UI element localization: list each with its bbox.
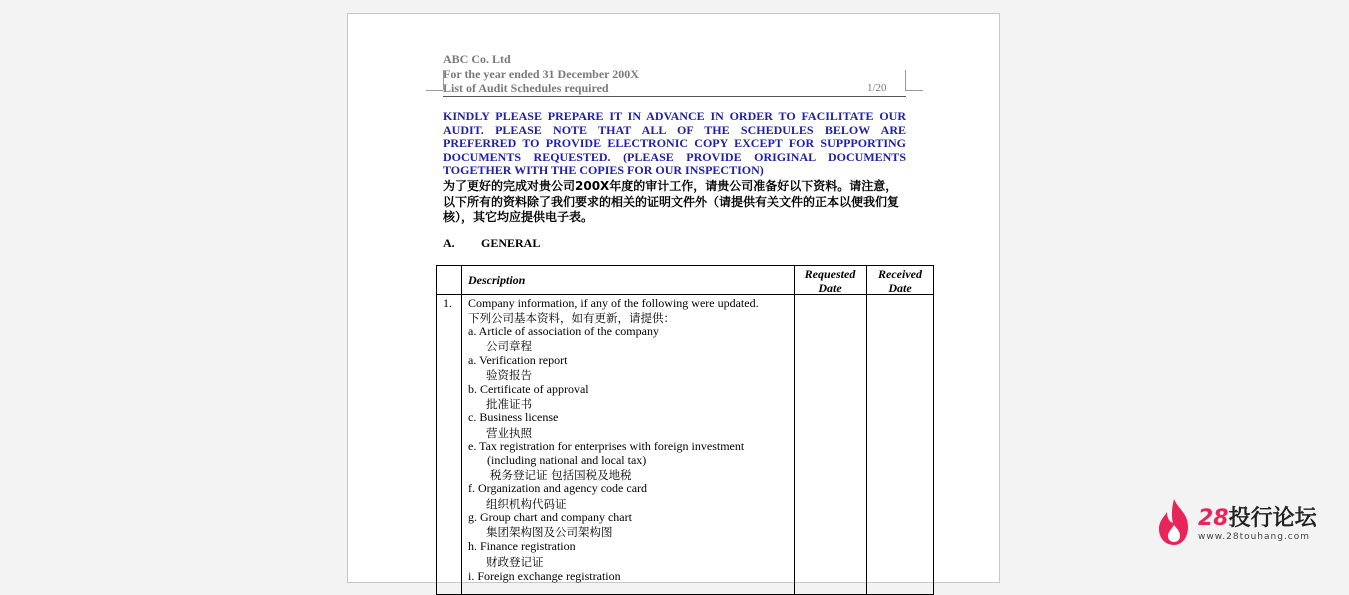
document-page xyxy=(347,13,1000,583)
list-item-continued: (including national and local tax) xyxy=(487,453,647,467)
description-line: 下列公司基本资料，如有更新，请提供： xyxy=(468,311,675,325)
list-item: i. Foreign exchange registration xyxy=(468,569,621,583)
logo-number: 28 xyxy=(1198,506,1229,531)
section-heading xyxy=(443,236,541,251)
list-item: f. Organization and agency code card xyxy=(468,481,648,495)
list-item: e. Tax registration for enterprises with foreign investment xyxy=(468,439,745,453)
column-header-requested-date: Requested Date xyxy=(804,267,856,295)
column-header-description: Description xyxy=(468,273,526,287)
logo-url: www.28touhang.com xyxy=(1198,532,1311,542)
crop-mark-right-h xyxy=(905,90,923,91)
header-list-title: List of Audit Schedules required xyxy=(443,81,609,95)
header-company: ABC Co. Ltd xyxy=(443,52,511,66)
list-item-translation: 验资报告 xyxy=(486,368,532,382)
list-item: c. Business license xyxy=(468,410,559,424)
list-item-translation: 营业执照 xyxy=(486,426,532,440)
flame-icon xyxy=(1154,497,1194,547)
list-item-translation: 税务登记证 包括国税及地税 xyxy=(490,468,632,482)
column-header-received-date: Received Date xyxy=(878,267,922,295)
notice-english: KINDLY PLEASE PREPARE IT IN ADVANCE IN ORDER TO FACILITATE OUR AUDIT. PLEASE NOTE THAT ALL OF THE SCHEDULES BELOW ARE PREFERRED TO PROVIDE ELECTRONIC COPY EXCEPT FOR SUPPPORTING DOCUMENTS REQUESTED. (PLEASE PROVIDE ORIGINAL DOCUMENTS TOGETHER WITH THE COPIES FOR OUR INSPECTION) xyxy=(443,109,906,178)
list-item-translation: 批准证书 xyxy=(486,397,532,411)
row-number: 1. xyxy=(443,296,452,310)
site-logo[interactable] xyxy=(1154,497,1334,547)
section-title: GENERAL xyxy=(481,236,541,250)
list-item-translation: 组织机构代码证 xyxy=(486,497,567,511)
description-line: Company information, if any of the following were updated. xyxy=(468,296,759,310)
table-col-divider xyxy=(794,266,795,594)
header-rule xyxy=(443,96,906,97)
crop-mark-left-h xyxy=(426,90,443,91)
crop-mark-right xyxy=(905,70,906,90)
list-item-translation: 财政登记证 xyxy=(486,555,544,569)
list-item-translation: 公司章程 xyxy=(486,339,532,353)
table-col-divider xyxy=(461,266,462,594)
audit-schedule-table xyxy=(436,265,934,595)
logo-name xyxy=(1198,501,1317,532)
section-letter: A. xyxy=(443,236,455,250)
page-number: 1/20 xyxy=(867,82,887,94)
logo-title: 投行论坛 xyxy=(1228,506,1317,531)
list-item-translation: 集团架构图及公司架构图 xyxy=(486,525,613,539)
list-item: a. Article of association of the company xyxy=(468,324,659,338)
header-period: For the year ended 31 December 200X xyxy=(443,67,639,81)
list-item: b. Certificate of approval xyxy=(468,382,589,396)
table-col-divider xyxy=(866,266,867,594)
list-item: a. Verification report xyxy=(468,353,568,367)
list-item: g. Group chart and company chart xyxy=(468,510,632,524)
notice-chinese: 为了更好的完成对贵公司200X年度的审计工作，请贵公司准备好以下资料。请注意，以下所有的资料除了我们要求的相关的证明文件外（请提供有关文件的正本以便我们复核），其它均应提供电子表。 xyxy=(443,179,900,224)
list-item: h. Finance registration xyxy=(468,539,576,553)
